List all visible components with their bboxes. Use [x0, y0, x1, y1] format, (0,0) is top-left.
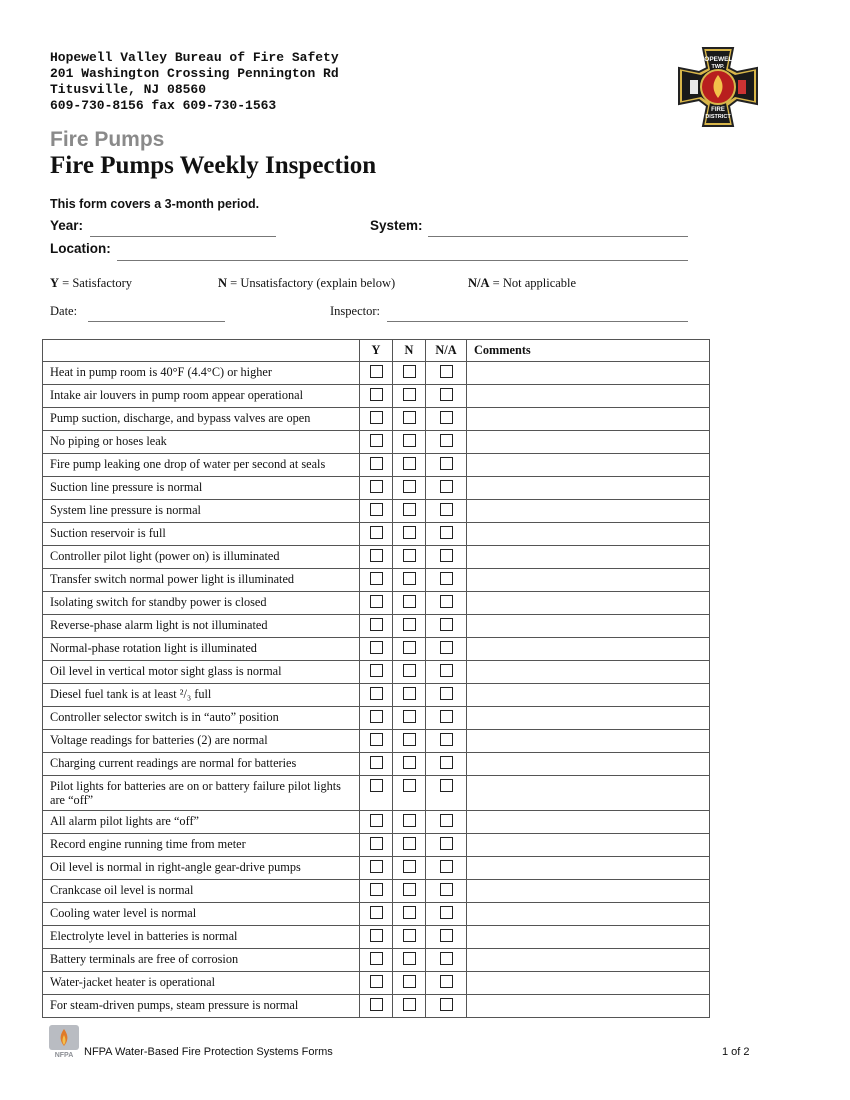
cell-n: [393, 592, 426, 615]
comments-cell[interactable]: [467, 995, 710, 1018]
cell-y: [360, 972, 393, 995]
checkbox-na[interactable]: [440, 641, 453, 654]
checkbox-n[interactable]: [403, 664, 416, 677]
cell-n: [393, 926, 426, 949]
checkbox-n[interactable]: [403, 906, 416, 919]
checkbox-na[interactable]: [440, 733, 453, 746]
checkbox-n[interactable]: [403, 503, 416, 516]
checkbox-na[interactable]: [440, 929, 453, 942]
checkbox-y[interactable]: [370, 434, 383, 447]
inspection-item-label: All alarm pilot lights are “off”: [43, 811, 360, 834]
table-row: [43, 592, 710, 615]
checkbox-y[interactable]: [370, 975, 383, 988]
checkbox-na[interactable]: [440, 779, 453, 792]
system-field[interactable]: [428, 236, 688, 237]
checkbox-n[interactable]: [403, 860, 416, 873]
inspection-item-label: Transfer switch normal power light is illuminated: [43, 569, 360, 592]
comments-cell[interactable]: [467, 684, 710, 707]
inspection-item-label: Oil level in vertical motor sight glass is normal: [43, 661, 360, 684]
checkbox-y[interactable]: [370, 503, 383, 516]
comments-cell[interactable]: [467, 811, 710, 834]
comments-cell[interactable]: [467, 362, 710, 385]
cell-y: [360, 730, 393, 753]
cell-na: [426, 661, 467, 684]
cell-na: [426, 949, 467, 972]
cell-na: [426, 903, 467, 926]
cell-na: [426, 477, 467, 500]
table-row: [43, 362, 710, 385]
cell-n: [393, 569, 426, 592]
inspection-item-label: Electrolyte level in batteries is normal: [43, 926, 360, 949]
table-row: [43, 385, 710, 408]
cell-n: [393, 546, 426, 569]
cell-na: [426, 569, 467, 592]
table-row: [43, 661, 710, 684]
cell-n: [393, 880, 426, 903]
checkbox-na[interactable]: [440, 572, 453, 585]
inspection-item-label: Crankcase oil level is normal: [43, 880, 360, 903]
cell-y: [360, 707, 393, 730]
checkbox-n[interactable]: [403, 975, 416, 988]
period-note: This form covers a 3-month period.: [50, 197, 260, 211]
cell-n: [393, 638, 426, 661]
comments-cell[interactable]: [467, 880, 710, 903]
org-address-block: [50, 50, 339, 114]
cell-na: [426, 926, 467, 949]
cell-y: [360, 523, 393, 546]
cell-na: [426, 638, 467, 661]
cell-n: [393, 615, 426, 638]
cell-na: [426, 592, 467, 615]
cell-y: [360, 408, 393, 431]
checkbox-na[interactable]: [440, 434, 453, 447]
checkbox-y[interactable]: [370, 883, 383, 896]
footer-text: NFPA Water-Based Fire Protection Systems Forms: [84, 1046, 333, 1058]
cell-y: [360, 500, 393, 523]
cell-y: [360, 385, 393, 408]
table-row: [43, 926, 710, 949]
checkbox-n[interactable]: [403, 883, 416, 896]
cell-n: [393, 362, 426, 385]
checkbox-y[interactable]: [370, 929, 383, 942]
inspection-item-label: System line pressure is normal: [43, 500, 360, 523]
header-comments: Comments: [467, 340, 710, 362]
inspection-item-label: Pilot lights for batteries are on or battery failure pilot lights are “off”: [43, 776, 360, 811]
checkbox-na[interactable]: [440, 952, 453, 965]
legend-not-applicable: N/A = Not applicable: [468, 276, 577, 290]
table-row: [43, 408, 710, 431]
checkbox-na[interactable]: [440, 457, 453, 470]
cell-na: [426, 880, 467, 903]
checkbox-n[interactable]: [403, 457, 416, 470]
checkbox-na[interactable]: [440, 975, 453, 988]
checkbox-na[interactable]: [440, 365, 453, 378]
date-label: Date:: [50, 304, 78, 318]
table-row: [43, 730, 710, 753]
cell-y: [360, 880, 393, 903]
cell-y: [360, 903, 393, 926]
page-number: 1 of 2: [722, 1046, 750, 1058]
cell-y: [360, 592, 393, 615]
checkbox-n[interactable]: [403, 411, 416, 424]
checkbox-y[interactable]: [370, 618, 383, 631]
cell-n: [393, 995, 426, 1018]
svg-text:FIRE: FIRE: [711, 107, 725, 113]
checkbox-n[interactable]: [403, 526, 416, 539]
table-row: [43, 454, 710, 477]
comments-cell[interactable]: [467, 638, 710, 661]
cell-na: [426, 834, 467, 857]
cell-na: [426, 811, 467, 834]
table-row: [43, 857, 710, 880]
cell-n: [393, 753, 426, 776]
table-row: [43, 949, 710, 972]
checkbox-na[interactable]: [440, 664, 453, 677]
inspection-rows: [43, 362, 710, 1018]
inspection-item-label: Suction reservoir is full: [43, 523, 360, 546]
cell-n: [393, 385, 426, 408]
cell-n: [393, 523, 426, 546]
cell-na: [426, 776, 467, 811]
header-n: N: [393, 340, 426, 362]
checkbox-y[interactable]: [370, 687, 383, 700]
inspection-item-label: Isolating switch for standby power is closed: [43, 592, 360, 615]
comments-cell[interactable]: [467, 569, 710, 592]
table-row: [43, 753, 710, 776]
checkbox-y[interactable]: [370, 779, 383, 792]
cell-n: [393, 477, 426, 500]
inspection-item-label: For steam-driven pumps, steam pressure is normal: [43, 995, 360, 1018]
cell-y: [360, 661, 393, 684]
checkbox-n[interactable]: [403, 480, 416, 493]
table-row: [43, 500, 710, 523]
checkbox-n[interactable]: [403, 595, 416, 608]
cell-y: [360, 753, 393, 776]
comments-cell[interactable]: [467, 926, 710, 949]
comments-cell[interactable]: [467, 454, 710, 477]
cell-na: [426, 408, 467, 431]
cell-n: [393, 776, 426, 811]
cell-y: [360, 362, 393, 385]
form-category: Fire Pumps: [50, 128, 165, 151]
cell-y: [360, 949, 393, 972]
comments-cell[interactable]: [467, 546, 710, 569]
checkbox-n[interactable]: [403, 733, 416, 746]
inspection-item-label: Reverse-phase alarm light is not illuminated: [43, 615, 360, 638]
inspection-item-label: Battery terminals are free of corrosion: [43, 949, 360, 972]
cell-n: [393, 857, 426, 880]
checkbox-y[interactable]: [370, 411, 383, 424]
fire-district-logo: [677, 46, 759, 128]
checkbox-na[interactable]: [440, 480, 453, 493]
cell-n: [393, 500, 426, 523]
checkbox-na[interactable]: [440, 837, 453, 850]
cell-y: [360, 857, 393, 880]
cell-y: [360, 776, 393, 811]
table-row: [43, 834, 710, 857]
table-row: [43, 523, 710, 546]
table-row: [43, 569, 710, 592]
system-label: System:: [370, 218, 423, 233]
checkbox-y[interactable]: [370, 733, 383, 746]
comments-cell[interactable]: [467, 753, 710, 776]
checkbox-y[interactable]: [370, 549, 383, 562]
inspector-label: Inspector:: [330, 304, 380, 318]
inspection-item-label: No piping or hoses leak: [43, 431, 360, 454]
inspection-item-label: Oil level is normal in right-angle gear-drive pumps: [43, 857, 360, 880]
cell-na: [426, 523, 467, 546]
inspection-item-label: Heat in pump room is 40°F (4.4°C) or higher: [43, 362, 360, 385]
cell-n: [393, 972, 426, 995]
checkbox-na[interactable]: [440, 411, 453, 424]
cell-y: [360, 569, 393, 592]
nfpa-logo: [48, 1024, 80, 1058]
inspection-item-label: Normal-phase rotation light is illuminated: [43, 638, 360, 661]
inspection-item-label: Controller selector switch is in “auto” position: [43, 707, 360, 730]
cell-y: [360, 834, 393, 857]
org-name: Hopewell Valley Bureau of Fire Safety: [50, 50, 339, 65]
comments-cell[interactable]: [467, 477, 710, 500]
comments-cell[interactable]: [467, 408, 710, 431]
cell-na: [426, 684, 467, 707]
table-row: [43, 615, 710, 638]
cell-na: [426, 615, 467, 638]
checkbox-y[interactable]: [370, 756, 383, 769]
comments-cell[interactable]: [467, 707, 710, 730]
checkbox-na[interactable]: [440, 998, 453, 1011]
checkbox-n[interactable]: [403, 779, 416, 792]
cell-n: [393, 730, 426, 753]
cell-na: [426, 454, 467, 477]
comments-cell[interactable]: [467, 834, 710, 857]
comments-cell[interactable]: [467, 972, 710, 995]
table-row: [43, 903, 710, 926]
checkbox-na[interactable]: [440, 549, 453, 562]
table-row: [43, 477, 710, 500]
checkbox-na[interactable]: [440, 814, 453, 827]
cell-n: [393, 811, 426, 834]
checkbox-n[interactable]: [403, 365, 416, 378]
table-row: [43, 776, 710, 811]
date-field[interactable]: [88, 321, 225, 322]
inspection-item-label: Voltage readings for batteries (2) are normal: [43, 730, 360, 753]
inspection-item-label: Charging current readings are normal for batteries: [43, 753, 360, 776]
cell-na: [426, 385, 467, 408]
comments-cell[interactable]: [467, 500, 710, 523]
checkbox-n[interactable]: [403, 618, 416, 631]
svg-text:NFPA: NFPA: [54, 1052, 74, 1058]
checkbox-na[interactable]: [440, 710, 453, 723]
inspection-table: [42, 339, 710, 1018]
checkbox-n[interactable]: [403, 549, 416, 562]
checkbox-y[interactable]: [370, 860, 383, 873]
table-row: [43, 972, 710, 995]
cell-n: [393, 707, 426, 730]
checkbox-y[interactable]: [370, 572, 383, 585]
checkbox-na[interactable]: [440, 687, 453, 700]
comments-cell[interactable]: [467, 949, 710, 972]
checkbox-na[interactable]: [440, 906, 453, 919]
checkbox-n[interactable]: [403, 710, 416, 723]
table-row: [43, 431, 710, 454]
checkbox-y[interactable]: [370, 906, 383, 919]
checkbox-na[interactable]: [440, 388, 453, 401]
comments-cell[interactable]: [467, 776, 710, 811]
cell-na: [426, 730, 467, 753]
checkbox-y[interactable]: [370, 641, 383, 654]
cell-y: [360, 811, 393, 834]
checkbox-y[interactable]: [370, 595, 383, 608]
checkbox-y[interactable]: [370, 388, 383, 401]
cell-na: [426, 546, 467, 569]
cell-y: [360, 684, 393, 707]
checkbox-y[interactable]: [370, 526, 383, 539]
table-row: [43, 707, 710, 730]
cell-y: [360, 615, 393, 638]
org-phone: 609-730-8156 fax 609-730-1563: [50, 98, 277, 113]
checkbox-n[interactable]: [403, 837, 416, 850]
checkbox-y[interactable]: [370, 837, 383, 850]
checkbox-n[interactable]: [403, 434, 416, 447]
cell-na: [426, 500, 467, 523]
cell-y: [360, 431, 393, 454]
header-item: [43, 340, 360, 362]
comments-cell[interactable]: [467, 385, 710, 408]
cell-n: [393, 431, 426, 454]
checkbox-y[interactable]: [370, 457, 383, 470]
inspection-item-label: Intake air louvers in pump room appear operational: [43, 385, 360, 408]
year-label: Year:: [50, 218, 84, 233]
cell-y: [360, 477, 393, 500]
checkbox-na[interactable]: [440, 756, 453, 769]
comments-cell[interactable]: [467, 615, 710, 638]
checkbox-n[interactable]: [403, 687, 416, 700]
inspection-item-label: Fire pump leaking one drop of water per second at seals: [43, 454, 360, 477]
svg-text:HOPEWELL: HOPEWELL: [699, 56, 737, 63]
cell-y: [360, 995, 393, 1018]
checkbox-na[interactable]: [440, 526, 453, 539]
location-field[interactable]: [117, 260, 688, 261]
comments-cell[interactable]: [467, 661, 710, 684]
checkbox-na[interactable]: [440, 595, 453, 608]
cell-n: [393, 949, 426, 972]
inspector-field[interactable]: [387, 321, 688, 322]
header-na: N/A: [426, 340, 467, 362]
cell-n: [393, 408, 426, 431]
inspection-item-label: Suction line pressure is normal: [43, 477, 360, 500]
checkbox-n[interactable]: [403, 814, 416, 827]
table-row: [43, 684, 710, 707]
svg-text:TWP.: TWP.: [711, 64, 725, 70]
table-row: [43, 638, 710, 661]
table-row: [43, 811, 710, 834]
form-title: Fire Pumps Weekly Inspection: [50, 152, 377, 179]
comments-cell[interactable]: [467, 592, 710, 615]
inspection-item-label: Controller pilot light (power on) is illuminated: [43, 546, 360, 569]
checkbox-n[interactable]: [403, 929, 416, 942]
checkbox-n[interactable]: [403, 388, 416, 401]
inspection-item-label: Cooling water level is normal: [43, 903, 360, 926]
checkbox-n[interactable]: [403, 572, 416, 585]
inspection-item-label: Water-jacket heater is operational: [43, 972, 360, 995]
checkbox-y[interactable]: [370, 480, 383, 493]
table-row: [43, 546, 710, 569]
cell-na: [426, 707, 467, 730]
checkbox-n[interactable]: [403, 641, 416, 654]
legend-unsatisfactory: N = Unsatisfactory (explain below): [218, 276, 396, 290]
table-row: [43, 880, 710, 903]
checkbox-y[interactable]: [370, 664, 383, 677]
cell-y: [360, 638, 393, 661]
checkbox-na[interactable]: [440, 503, 453, 516]
checkbox-na[interactable]: [440, 618, 453, 631]
checkbox-na[interactable]: [440, 883, 453, 896]
svg-text:DISTRICT: DISTRICT: [705, 114, 731, 120]
checkbox-n[interactable]: [403, 756, 416, 769]
checkbox-n[interactable]: [403, 998, 416, 1011]
cell-n: [393, 684, 426, 707]
checkbox-na[interactable]: [440, 860, 453, 873]
cell-y: [360, 454, 393, 477]
cell-na: [426, 995, 467, 1018]
checkbox-n[interactable]: [403, 952, 416, 965]
inspection-item-label: Pump suction, discharge, and bypass valves are open: [43, 408, 360, 431]
cell-n: [393, 903, 426, 926]
table-row: [43, 995, 710, 1018]
comments-cell[interactable]: [467, 730, 710, 753]
cell-n: [393, 834, 426, 857]
cell-n: [393, 661, 426, 684]
cell-na: [426, 431, 467, 454]
comments-cell[interactable]: [467, 857, 710, 880]
legend-satisfactory: Y = Satisfactory: [50, 276, 133, 290]
header-y: Y: [360, 340, 393, 362]
checkbox-y[interactable]: [370, 998, 383, 1011]
cell-na: [426, 972, 467, 995]
table-header-row: [43, 340, 710, 362]
cell-y: [360, 926, 393, 949]
cell-na: [426, 362, 467, 385]
checkbox-y[interactable]: [370, 365, 383, 378]
cell-na: [426, 753, 467, 776]
inspection-item-label: Diesel fuel tank is at least ²/₃ full: [43, 684, 360, 707]
comments-cell[interactable]: [467, 431, 710, 454]
inspection-item-label: Record engine running time from meter: [43, 834, 360, 857]
comments-cell[interactable]: [467, 903, 710, 926]
org-street: 201 Washington Crossing Pennington Rd: [50, 66, 339, 81]
year-field[interactable]: [90, 236, 276, 237]
cell-na: [426, 857, 467, 880]
comments-cell[interactable]: [467, 523, 710, 546]
checkbox-y[interactable]: [370, 952, 383, 965]
org-city: Titusville, NJ 08560: [50, 82, 207, 97]
location-label: Location:: [50, 241, 111, 256]
checkbox-y[interactable]: [370, 814, 383, 827]
checkbox-y[interactable]: [370, 710, 383, 723]
cell-y: [360, 546, 393, 569]
cell-n: [393, 454, 426, 477]
